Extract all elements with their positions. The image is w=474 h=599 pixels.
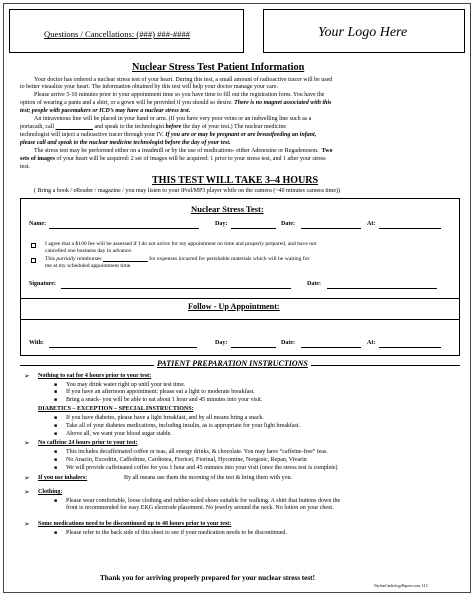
reimburse-text: reimburses [75,256,103,262]
section-bullet-icon: ➢ [24,488,30,496]
instruction-heading: No caffeine 24 hours prior to your test: [38,440,138,446]
fu-date-label: Date: [281,340,295,346]
page-title: Nuclear Stress Test Patient Information [132,62,305,73]
time-field[interactable] [379,228,441,229]
instruction-heading: Clothing: [38,489,63,495]
instruction-item: This includes decaffeinated coffee or teas, all energy drinks, & chocolate. You may have “caffeine-free” teas. [66,449,328,455]
instruction-item: You may drink water right up until your test time. [66,382,186,388]
with-label: With: [29,340,44,346]
signature-date-field[interactable] [327,288,437,289]
intro-line: An intravenous line will be placed in your hand or arm. (If you have very poor veins or an indwelling line such as a [34,116,312,122]
intro-text: The stress test may be performed either on a treadmill or by the use of medications- either Adenosine or Regadenoson. [34,148,319,154]
fee-agree-line: cancelled one business day in advance. [45,248,133,254]
reimburse-text: for expenses incurred for perishable materials which will be waiting for [147,256,310,262]
intro-line: test. [20,164,30,170]
logo-box [263,9,465,53]
signature-field[interactable] [61,288,291,289]
name-label: Name: [29,221,46,227]
follow-up-form [20,320,460,356]
thank-you-note: Thank you for arriving properly prepared for your nuclear stress test! [100,574,315,582]
reimburse-text: This [45,256,57,262]
intro-text: option of wearing a pants and a shirt, or a gown will be provided if you should so desire. [20,100,233,106]
name-field[interactable] [49,228,199,229]
instruction-item: If you have diabetes, please have a light breakfast, and by all means bring a snack. [66,415,264,421]
instruction-item: Take all of your diabetes medications, including insulin, as is appropriate for your light breakfast. [66,423,301,429]
fu-day-label: Day: [215,340,228,346]
item-bullet-icon: ■ [54,531,58,536]
item-bullet-icon: ■ [54,466,58,471]
intro-text: of your heart will be acquired: 2 set of images will be acquired: 1 prior to your stress test, and 1 after your stress [55,156,326,162]
intro-text: technologist will inject a radioactive tracer through your IV. [20,132,164,138]
fee-agree-line: I agree that a $100 fee will be assessed if I do not arrive for my appointment on time and properly prepared, and have not [45,241,317,247]
intro-text: and speak to the technologist [92,124,166,130]
instruction-item: front is recommended for easy EKG electrode placement. No jewelry around the neck. No lotion on your chest. [66,505,334,511]
intro-text: portacath, call [20,124,56,130]
intro-emphasis: sets of images [20,156,55,162]
fu-time-field[interactable] [379,347,441,348]
intro-emphasis: Two [321,148,333,154]
date-label: Date: [281,221,295,227]
instruction-item: No Anacin, Excedrin, Caffedrine, Cardiotea, Fioricet, Fiorinal, Hycomine, Norgesic, Repan, Vivarin [66,457,307,463]
fu-at-label: At: [367,340,376,346]
follow-up-section [20,298,460,321]
item-bullet-icon: ■ [54,432,58,437]
instruction-heading: DIABETICS – EXCEPTION – SPECIAL INSTRUCTIONS: [38,406,194,412]
document-page [3,3,471,593]
item-bullet-icon: ■ [54,383,58,388]
follow-up-title: Follow - Up Appointment: [188,302,280,311]
item-bullet-icon: ■ [54,416,58,421]
intro-line: Your doctor has ordered a nuclear stress test of your heart. During this test, a small amount of radioactive tracer will be used [34,77,333,83]
intro-line: to better visualize your heart. The information obtained by this test will help your doctor manage your care. [20,84,278,90]
section-bullet-icon: ➢ [24,474,30,482]
logo-placeholder: Your Logo Here [318,25,408,40]
section-bullet-icon: ➢ [24,372,30,380]
instruction-heading: Some medications need to be discontinued up to 48 hours prior to your test: [38,521,232,527]
contact-box [9,9,244,53]
instruction-item: We will provide caffeinated coffee for you 1 hour and 45 minutes into your visit (once the stress test is complete) [66,465,338,471]
instruction-item: Please refer to the back side of this sheet to see if your medication needs to be discontinued. [66,530,287,536]
reimburse-line [45,256,309,263]
intro-emphasis: There is no magnet associated with this [234,100,332,106]
intro-text: the day of your test.) The nuclear medicine [181,124,286,130]
item-bullet-icon: ■ [54,398,58,403]
item-bullet-icon: ■ [54,424,58,429]
intro-emphasis: please call and speak to the nuclear medicine technologist [20,140,164,146]
instructions-heading: PATIENT PREPARATION INSTRUCTIONS [154,359,311,368]
intro-line [20,132,316,139]
intro-emphasis: before the day of your test. [164,140,231,146]
credit-line: NuclearCardiologyReports.com, LLC [374,584,429,588]
fu-day-field[interactable] [231,347,276,348]
instruction-heading: Nothing to eat for 4 hours prior to your test: [38,373,152,379]
intro-line [20,100,331,107]
day-field[interactable] [231,228,276,229]
signature-label: Signature: [29,281,56,287]
item-bullet-icon: ■ [54,390,58,395]
intro-line: test; people with pacemakers or ICD’s may have a nuclear stress test. [20,108,191,114]
intro-line [20,156,326,163]
reimburse-checkbox[interactable] [31,258,36,263]
intro-emphasis: before [165,124,182,130]
section-bullet-icon: ➢ [24,520,30,528]
item-bullet-icon: ■ [54,499,58,504]
intro-line: Please arrive 5-10 minutes prior to your appointment time so you have time to fill out the registration form. You have the [34,92,325,98]
intro-line [34,148,332,155]
at-label: At: [367,221,376,227]
stress-form-title: Nuclear Stress Test: [191,204,264,214]
instruction-item: Please wear comfortable, loose clothing and rubber-soled shoes suitable for walking. A shirt that buttons down the [66,498,341,504]
intro-emphasis: If you are or may be pregnant or are breastfeeding an infant, [165,132,317,138]
day-label: Day: [215,221,228,227]
reimburse-text: partially [56,256,76,262]
instruction-item: Above all, we want your blood sugar stable. [66,431,172,437]
section-bullet-icon: ➢ [24,439,30,447]
fee-agree-checkbox[interactable] [31,243,36,248]
reimburse-line: me at my scheduled appointment time. [45,263,132,269]
intro-line [20,140,230,147]
item-bullet-icon: ■ [54,458,58,463]
instruction-item: If you have an afternoon appointment: please eat a light to moderate breakfast. [66,389,255,395]
duration-subtext: ( Bring a book / eReader / magazine / you may listen to your iPod/MP3 player while on the camera (~40 minutes camera time)) [34,188,340,194]
contact-label: Questions / Cancellations: (###) ###-#### [44,29,191,39]
instruction-item: By all means use them the morning of the test & bring them with you. [124,475,293,481]
stress-test-form [20,198,460,320]
with-field[interactable] [49,347,197,348]
fu-date-field[interactable] [301,347,361,348]
duration-heading: THIS TEST WILL TAKE 3–4 HOURS [152,175,319,186]
intro-line [20,124,286,131]
instruction-item: Bring a snack- you will be able to eat about 1 hour and 45 minutes into your visit. [66,397,263,403]
item-bullet-icon: ■ [54,450,58,455]
date-field[interactable] [301,228,361,229]
signature-date-label: Date: [307,281,321,287]
instruction-heading: If you use inhalers: [38,475,88,481]
